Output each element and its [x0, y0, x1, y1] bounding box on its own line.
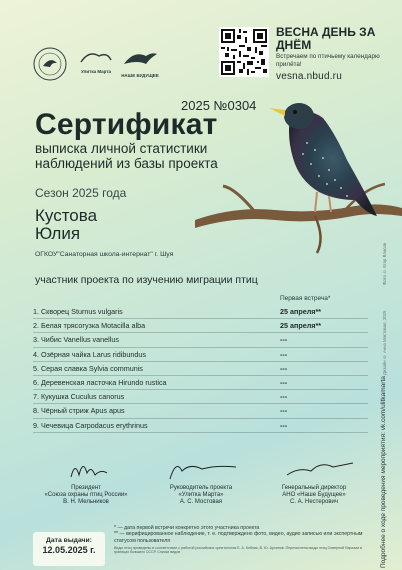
species-name: 4. Озёрная чайка Larus ridibundus [33, 349, 146, 359]
signer-role: Президент «Союза охраны птиц России» [44, 485, 128, 499]
table-row [33, 333, 368, 347]
qr-code[interactable] [219, 27, 269, 77]
species-name: 7. Кукушка Cuculus canorus [33, 392, 125, 402]
promo-url-link[interactable]: vesna.nbud.ru [276, 71, 342, 82]
first-meeting-date: --- [280, 406, 288, 416]
participant-firstname: Юлия [35, 224, 81, 243]
signature-block-project-lead [146, 455, 256, 507]
first-meeting-date: --- [280, 349, 288, 359]
photo-credit: Фото © Егор Власов [382, 242, 387, 285]
certificate-title: Сертификат [35, 108, 218, 141]
footer-link[interactable]: Подробнее о ходе проведения мероприятия: vk.com/ulitkamarta [380, 376, 387, 568]
first-meeting-date: --- [280, 377, 288, 387]
first-meeting-date: 25 апреля** [280, 321, 322, 331]
ulitka-marta-caption: Улитка Марта [80, 69, 112, 74]
first-meeting-date: 25 апреля** [280, 307, 322, 316]
signature-image [146, 455, 256, 485]
species-name: 2. Белая трясогузка Motacilla alba [33, 321, 146, 331]
season-label: Сезон 2025 года [35, 186, 127, 200]
issue-date-value: 12.05.2025 г. [42, 545, 96, 555]
table-row [33, 376, 368, 390]
first-meeting-date: --- [280, 392, 288, 402]
species-name: 3. Чибис Vanellus vanellus [33, 335, 119, 345]
table-row [33, 390, 368, 404]
starling-illustration [195, 88, 402, 263]
table-row [33, 362, 368, 376]
signer-role: Генеральный директор АНО «Наше Будущее» [281, 485, 347, 499]
participant-role: участник проекта по изучению миграции птиц [35, 274, 258, 286]
species-name: 6. Деревенская ласточка Hirundo rustica [33, 377, 167, 387]
first-meeting-header: Первая встреча* [280, 295, 331, 302]
species-name: 8. Чёрный стриж Apus apus [33, 406, 125, 416]
rspb-russia-logo [33, 47, 67, 81]
species-table [33, 305, 368, 433]
design-credit: Дизайн © Анна Мостовая, 2025 [382, 310, 387, 375]
table-row [33, 305, 368, 319]
species-name: 9. Чечевица Carpodacus erythrinus [33, 420, 148, 430]
signature-image [259, 455, 369, 485]
footnotes [114, 525, 376, 555]
signer-name: В. Н. Мельников [63, 499, 109, 506]
signature-block-director [259, 455, 369, 507]
table-row [33, 404, 368, 418]
signer-name: А. С. Мостовая [179, 499, 223, 506]
nashe-budushchee-caption: НАШЕ БУДУЩЕЕ [121, 73, 159, 78]
signature-image [31, 455, 141, 485]
participant-surname: Кустова [35, 206, 98, 225]
first-meeting-date: --- [280, 420, 288, 430]
issue-date-badge [33, 532, 105, 566]
issue-date-label: Дата выдачи: [46, 537, 92, 544]
table-row [33, 319, 368, 333]
promo-title: ВЕСНА ДЕНЬ ЗА ДНЁМ [276, 25, 376, 52]
ulitka-marta-logo [79, 50, 113, 72]
species-name: 1. Скворец Sturnus vulgaris [33, 307, 123, 316]
first-meeting-date: --- [280, 363, 288, 373]
footnote-species-source: Виды птиц приведены в соответствии с работой российских орнитологов Е. А. Коблик, В. Ю. Архипов. Перечислены виды птиц Северной Евразии в границах бывшего СССР. Списки видов [114, 545, 362, 555]
table-row [33, 419, 368, 433]
signature-block-president [31, 455, 141, 507]
species-name: 5. Серая славка Sylvia communis [33, 363, 143, 373]
table-row [33, 348, 368, 362]
participant-school: ОГКОУ"Санаторная школа-интернат" г. Шуя [35, 251, 174, 258]
promo-text: Встречаем по птичьему календарю прилёта! [276, 53, 380, 68]
participant-name [35, 207, 97, 243]
footnote-verified: ** — верифицированное наблюдение, т. е. подтверждено фото, видео, аудио записью или экспертным статусом пользователя [114, 531, 363, 544]
signer-name: С. А. Нестерович [289, 499, 339, 506]
first-meeting-date: --- [280, 335, 288, 345]
footnote-first-meeting: * — дата первой встречи конкретно этого участника проекта [114, 525, 260, 531]
certificate-number: 2025 №0304 [181, 98, 257, 113]
certificate-subtitle: выписка личной статистики наблюдений из базы проекта [35, 141, 218, 171]
signer-role: Руководитель проекта «Улитка Марта» [169, 485, 233, 499]
nashe-budushchee-logo [120, 48, 160, 78]
